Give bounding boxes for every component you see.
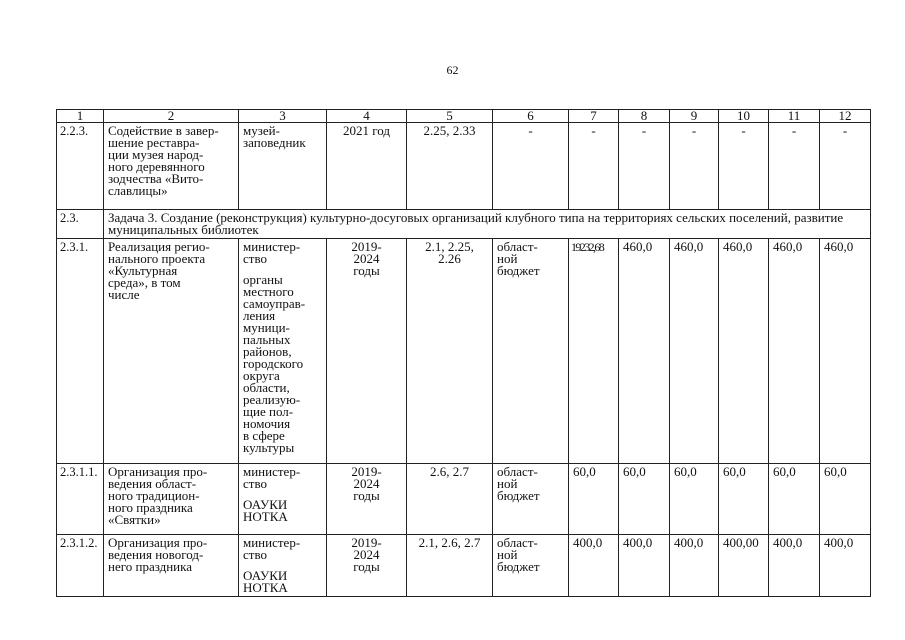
co-executor-line: НОТКА (243, 580, 288, 595)
year-value: 460,0 (619, 239, 670, 464)
indicators-line: 2.1, 2.25, (425, 239, 474, 254)
executor (239, 464, 327, 535)
row-code: 2.2.3. (57, 123, 104, 210)
executor (239, 535, 327, 597)
activity-name-line: зодчества «Вито- (108, 171, 204, 186)
year-value: - (769, 123, 820, 210)
term-line: 2024 (353, 476, 380, 491)
column-header: 5 (407, 110, 493, 123)
co-executor-line: ОАУКИ (243, 568, 288, 583)
activity-name-line: ции музея народ- (108, 147, 204, 162)
co-executor-line: ОАУКИ (243, 497, 288, 512)
co-executor-line: щие пол- (243, 404, 294, 419)
term-line: 2021 год (343, 123, 390, 138)
term-line: 2024 (353, 547, 380, 562)
executor-line: ство (243, 476, 268, 491)
activity-name-line: «Святки» (108, 512, 161, 527)
activity-name (104, 464, 239, 535)
year-value: 460,0 (719, 239, 769, 464)
funding-source (493, 239, 569, 464)
table-row (57, 123, 871, 210)
activity-name (104, 123, 239, 210)
activity-name-line: ного деревянного (108, 159, 205, 174)
indicators (407, 535, 493, 597)
activity-name-line: шение реставра- (108, 135, 200, 150)
year-value: - (619, 123, 670, 210)
activity-name-line: среда», в том (108, 275, 181, 290)
activity-name-line: числе (108, 287, 140, 302)
funding-source-line: бюджет (497, 488, 540, 503)
activity-name-line: ведения новогод- (108, 547, 204, 562)
table-row (57, 535, 871, 597)
executor (239, 239, 327, 464)
indicators (407, 123, 493, 210)
term-line: годы (353, 488, 380, 503)
year-value: 60,0 (719, 464, 769, 535)
column-header: 6 (493, 110, 569, 123)
year-value: 60,0 (670, 464, 719, 535)
co-executor-line: ления (243, 308, 276, 323)
table-row (57, 239, 871, 464)
co-executor-line: в сфере (243, 428, 285, 443)
row-code: 2.3.1.2. (57, 535, 104, 597)
activity-name-line: Содействие в завер- (108, 123, 219, 138)
table-row (57, 464, 871, 535)
column-header: 12 (820, 110, 871, 123)
header-row (57, 110, 871, 123)
column-header: 2 (104, 110, 239, 123)
year-value: 400,0 (569, 535, 619, 597)
co-executor-line: районов, (243, 344, 292, 359)
term (327, 464, 407, 535)
executor-line: заповедник (243, 135, 306, 150)
task-title: Задача 3. Создание (реконструкция) культурно-досуговых организаций клубного типа на территориях сельских поселений, развитие муниципальных библиотек (104, 210, 871, 239)
page-number: 62 (446, 63, 459, 77)
year-value: 400,0 (619, 535, 670, 597)
row-code: 2.3.1.1. (57, 464, 104, 535)
term-line: годы (353, 263, 380, 278)
executor-line: министер- (243, 464, 301, 479)
co-executor-line: самоуправ- (243, 296, 306, 311)
indicators-line: 2.26 (438, 251, 461, 266)
term-line: годы (353, 559, 380, 574)
year-value: 400,0 (820, 535, 871, 597)
funding-source-line: област- (497, 464, 538, 479)
term-line: 2019- (351, 464, 382, 479)
year-value: 60,0 (569, 464, 619, 535)
year-value: 460,0 (820, 239, 871, 464)
year-value: 19232,68 (569, 239, 619, 464)
funding-source (493, 535, 569, 597)
row-code: 2.3. (57, 210, 104, 239)
column-header: 3 (239, 110, 327, 123)
column-header: 1 (57, 110, 104, 123)
year-value: 60,0 (619, 464, 670, 535)
funding-source-line: - (528, 123, 533, 138)
activity-name-line: Реализация регио- (108, 239, 210, 254)
executor-line: ство (243, 547, 268, 562)
executor-line: музей- (243, 123, 280, 138)
funding-source-line: ной (497, 251, 518, 266)
indicators (407, 464, 493, 535)
activity-name-line: Организация про- (108, 464, 208, 479)
indicators-line: 2.25, 2.33 (423, 123, 476, 138)
activity-name-line: славлицы» (108, 183, 168, 198)
co-executor-line: области, (243, 380, 290, 395)
funding-source-line: ной (497, 547, 518, 562)
column-header: 4 (327, 110, 407, 123)
indicators-line: 2.1, 2.6, 2.7 (418, 535, 481, 550)
executor (239, 123, 327, 210)
program-table (56, 109, 871, 597)
co-executor-line: реализую- (243, 392, 301, 407)
activity-name-line: нального проекта (108, 251, 206, 266)
term (327, 535, 407, 597)
executor-line: министер- (243, 239, 301, 254)
year-value: 460,0 (670, 239, 719, 464)
funding-source-line: област- (497, 239, 538, 254)
activity-name-line: ного традицион- (108, 488, 200, 503)
co-executor-line: местного (243, 284, 294, 299)
year-value: 60,0 (769, 464, 820, 535)
funding-source-line: бюджет (497, 559, 540, 574)
co-executor-line: пальных (243, 332, 291, 347)
executor-line: ство (243, 251, 268, 266)
column-header: 11 (769, 110, 820, 123)
co-executor-line: номочия (243, 416, 291, 431)
indicators (407, 239, 493, 464)
co-executor-line: органы (243, 272, 283, 287)
year-value: 60,0 (820, 464, 871, 535)
year-value: 400,0 (670, 535, 719, 597)
column-header: 7 (569, 110, 619, 123)
column-header: 8 (619, 110, 670, 123)
year-value: 400,0 (769, 535, 820, 597)
activity-name-line: него праздника (108, 559, 193, 574)
activity-name-line: «Культурная (108, 263, 178, 278)
co-executor-line: НОТКА (243, 509, 288, 524)
year-value: - (569, 123, 619, 210)
year-value: 460,0 (769, 239, 820, 464)
activity-name-line: ного праздника (108, 500, 193, 515)
term-line: 2019- (351, 239, 382, 254)
term (327, 123, 407, 210)
co-executor-line: городского (243, 356, 304, 371)
activity-name-line: ведения област- (108, 476, 197, 491)
funding-source (493, 464, 569, 535)
co-executor-line: культуры (243, 440, 295, 455)
funding-source-line: ной (497, 476, 518, 491)
activity-name (104, 239, 239, 464)
term-line: 2019- (351, 535, 382, 550)
co-executor-line: округа (243, 368, 280, 383)
year-value: - (670, 123, 719, 210)
table-row (57, 210, 871, 239)
activity-name-line: Организация про- (108, 535, 208, 550)
column-header: 10 (719, 110, 769, 123)
year-value: 400,00 (719, 535, 769, 597)
activity-name (104, 535, 239, 597)
funding-source (493, 123, 569, 210)
term-line: 2024 (353, 251, 380, 266)
column-header: 9 (670, 110, 719, 123)
executor-line: министер- (243, 535, 301, 550)
year-value: - (719, 123, 769, 210)
term (327, 239, 407, 464)
year-value: - (820, 123, 871, 210)
co-executor-line: муници- (243, 320, 290, 335)
indicators-line: 2.6, 2.7 (430, 464, 469, 479)
row-code: 2.3.1. (57, 239, 104, 464)
funding-source-line: област- (497, 535, 538, 550)
funding-source-line: бюджет (497, 263, 540, 278)
